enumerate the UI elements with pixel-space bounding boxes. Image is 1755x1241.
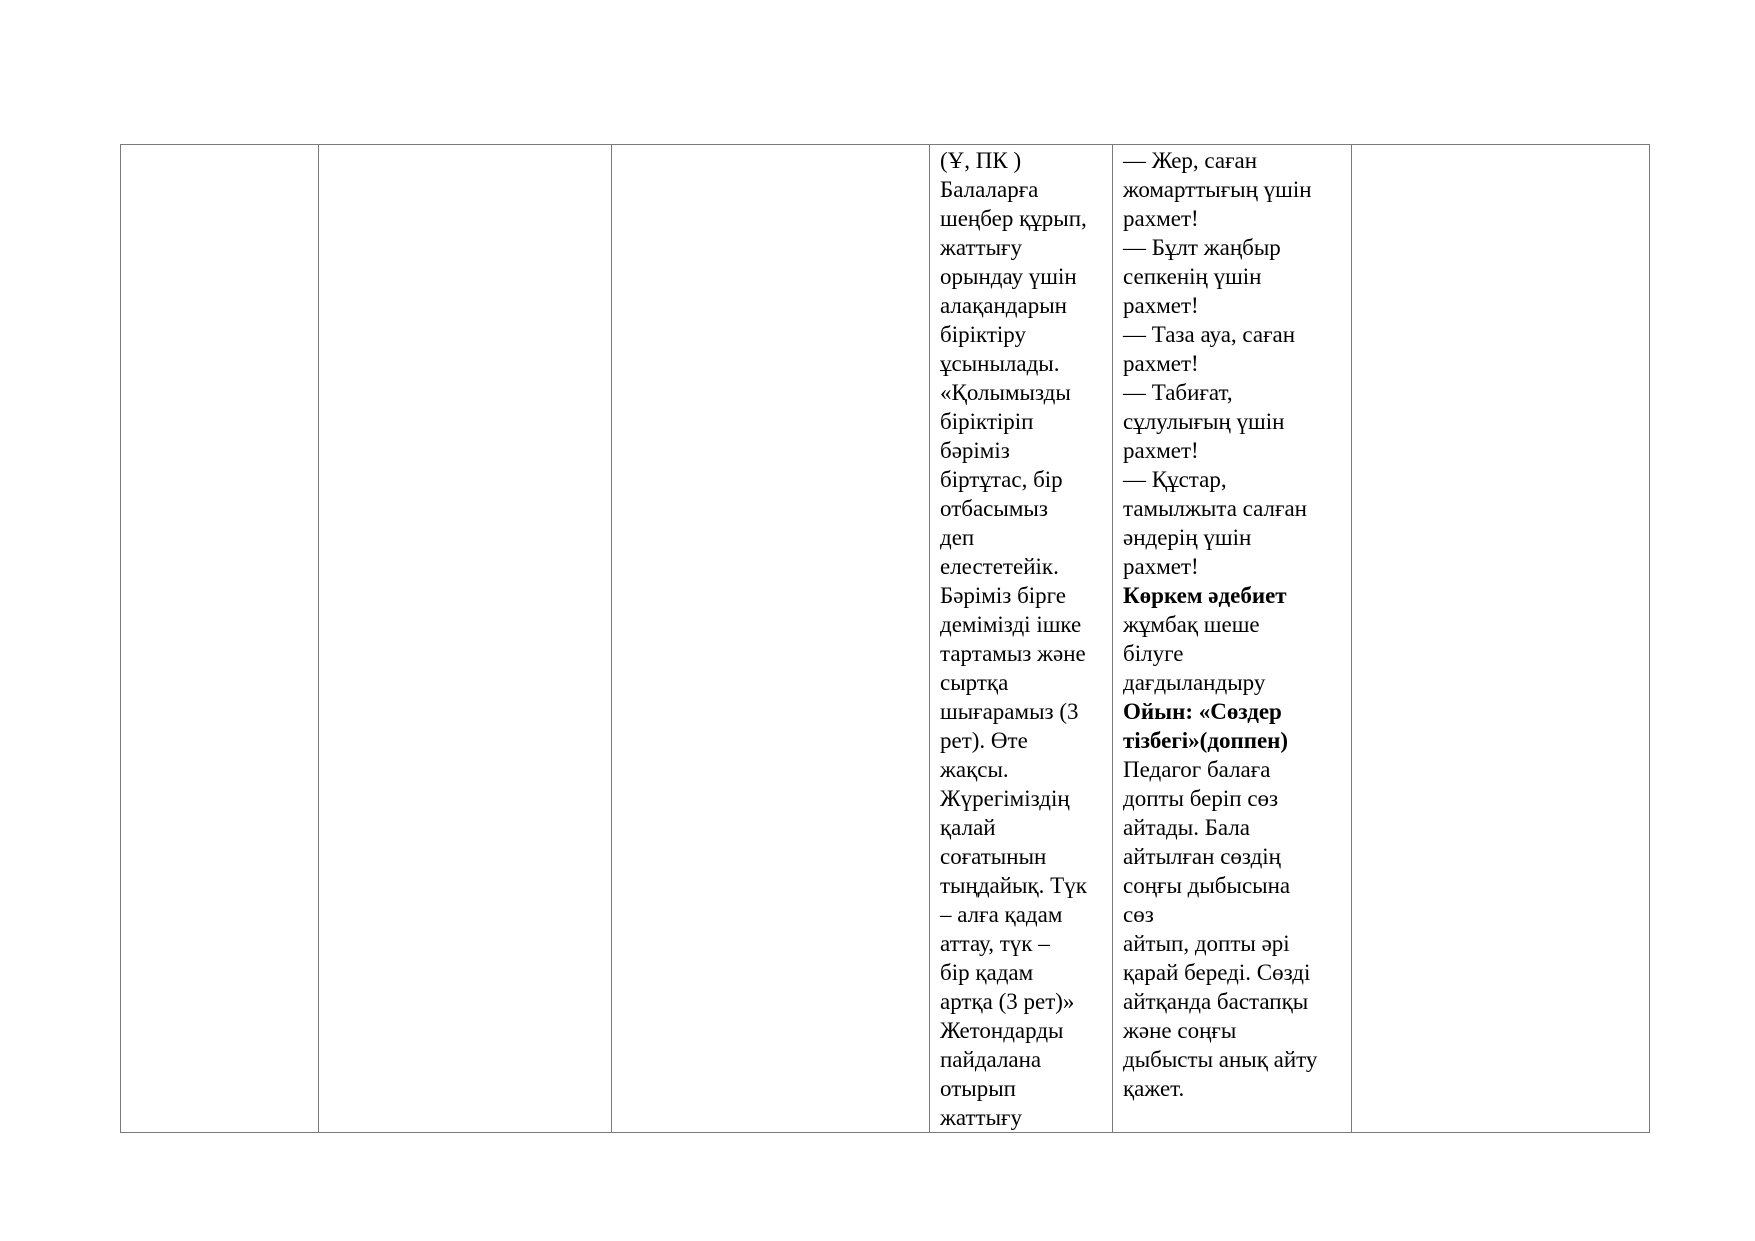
text-line: Жетондарды [940, 1018, 1064, 1043]
text-line: айтқанда бастапқы [1123, 989, 1309, 1014]
text-line: сұлулығың үшін [1123, 409, 1285, 434]
text-line: — Жер, саған [1123, 148, 1258, 173]
text-line: демімізді ішке [940, 612, 1082, 637]
activity-text [1113, 145, 1351, 1103]
text-line: айтады. Бала [1123, 815, 1251, 840]
table-row [121, 145, 1650, 1133]
text-line: деп [940, 525, 975, 550]
text-line: қалай [940, 815, 996, 840]
text-line: тыңдайық. Түк [940, 873, 1087, 898]
text-line: пайдалана [940, 1047, 1042, 1072]
text-line: — Бұлт жаңбыр [1123, 235, 1281, 260]
text-line: рахмет! [1123, 438, 1199, 463]
text-line: ұсынылады. [940, 351, 1060, 376]
text-line: рахмет! [1123, 293, 1199, 318]
text-line: шығарамыз (3 [940, 699, 1079, 724]
text-line: айтылған сөздің [1123, 844, 1281, 869]
text-line: қарай береді. Сөзді [1123, 960, 1311, 985]
text-line: — Құстар, [1123, 467, 1227, 492]
text-line: рет). Өте [940, 728, 1028, 753]
heading-line: Көркем әдебиет [1123, 583, 1287, 608]
heading-line: Ойын: «Сөздер [1123, 699, 1282, 724]
text-line: аттау, түк – [940, 931, 1050, 956]
text-line: айтып, допты әрі [1123, 931, 1290, 956]
text-line: артқа (3 рет)» [940, 989, 1075, 1014]
text-line: біріктіру [940, 322, 1026, 347]
table-cell-6 [1352, 145, 1650, 1133]
text-line: — Табиғат, [1123, 380, 1233, 405]
text-line: тартамыз және [940, 641, 1086, 666]
text-line: жұмбақ шеше [1123, 612, 1260, 637]
text-line: рахмет! [1123, 206, 1199, 231]
text-line: Жүрегіміздің [940, 786, 1070, 811]
text-line: допты беріп сөз [1123, 786, 1279, 811]
text-line: тамылжыта салған [1123, 496, 1307, 521]
text-line: «Қолымызды [940, 380, 1071, 405]
text-line: отбасымыз [940, 496, 1048, 521]
heading-line: тізбегі»(доппен) [1123, 728, 1289, 753]
text-line: (Ұ, ПК ) [940, 148, 1022, 173]
text-line: отырып [940, 1076, 1016, 1101]
text-line: соғатынын [940, 844, 1047, 869]
text-line: жаттығу [940, 1105, 1022, 1130]
table-cell-1 [121, 145, 319, 1133]
text-line: сөз [1123, 902, 1154, 927]
table-cell-3 [612, 145, 930, 1133]
text-line: қажет. [1123, 1076, 1185, 1101]
text-line: бәріміз [940, 438, 1010, 463]
text-line: Балаларға [940, 177, 1039, 202]
text-line: жақсы. [940, 757, 1009, 782]
text-line: рахмет! [1123, 351, 1199, 376]
text-line: сыртқа [940, 670, 1009, 695]
text-line: дыбысты анық айту [1123, 1047, 1318, 1072]
text-line: рахмет! [1123, 554, 1199, 579]
text-line: орындау үшін [940, 264, 1077, 289]
text-line: жаттығу [940, 235, 1022, 260]
text-line: біріктіріп [940, 409, 1034, 434]
table-cell-5 [1113, 145, 1352, 1133]
text-line: біртұтас, бір [940, 467, 1063, 492]
text-line: білуге [1123, 641, 1184, 666]
text-line: алақандарын [940, 293, 1067, 318]
exercise-text [930, 145, 1112, 1132]
text-line: елестетейік. [940, 554, 1059, 579]
text-line: Бәріміз бірге [940, 583, 1067, 608]
table-cell-2 [319, 145, 612, 1133]
text-line: әндерің үшін [1123, 525, 1252, 550]
text-line: — Таза ауа, саған [1123, 322, 1296, 347]
text-line: шеңбер құрып, [940, 206, 1087, 231]
text-line: сепкенің үшін [1123, 264, 1262, 289]
table-cell-4 [930, 145, 1113, 1133]
plan-table [120, 144, 1650, 1133]
text-line: дағдыландыру [1123, 670, 1266, 695]
text-line: және соңғы [1123, 1018, 1237, 1043]
text-line: бір қадам [940, 960, 1034, 985]
text-line: жомарттығың үшін [1123, 177, 1312, 202]
text-line: соңғы дыбысына [1123, 873, 1291, 898]
text-line: – алға қадам [940, 902, 1063, 927]
text-line: Педагог балаға [1123, 757, 1271, 782]
